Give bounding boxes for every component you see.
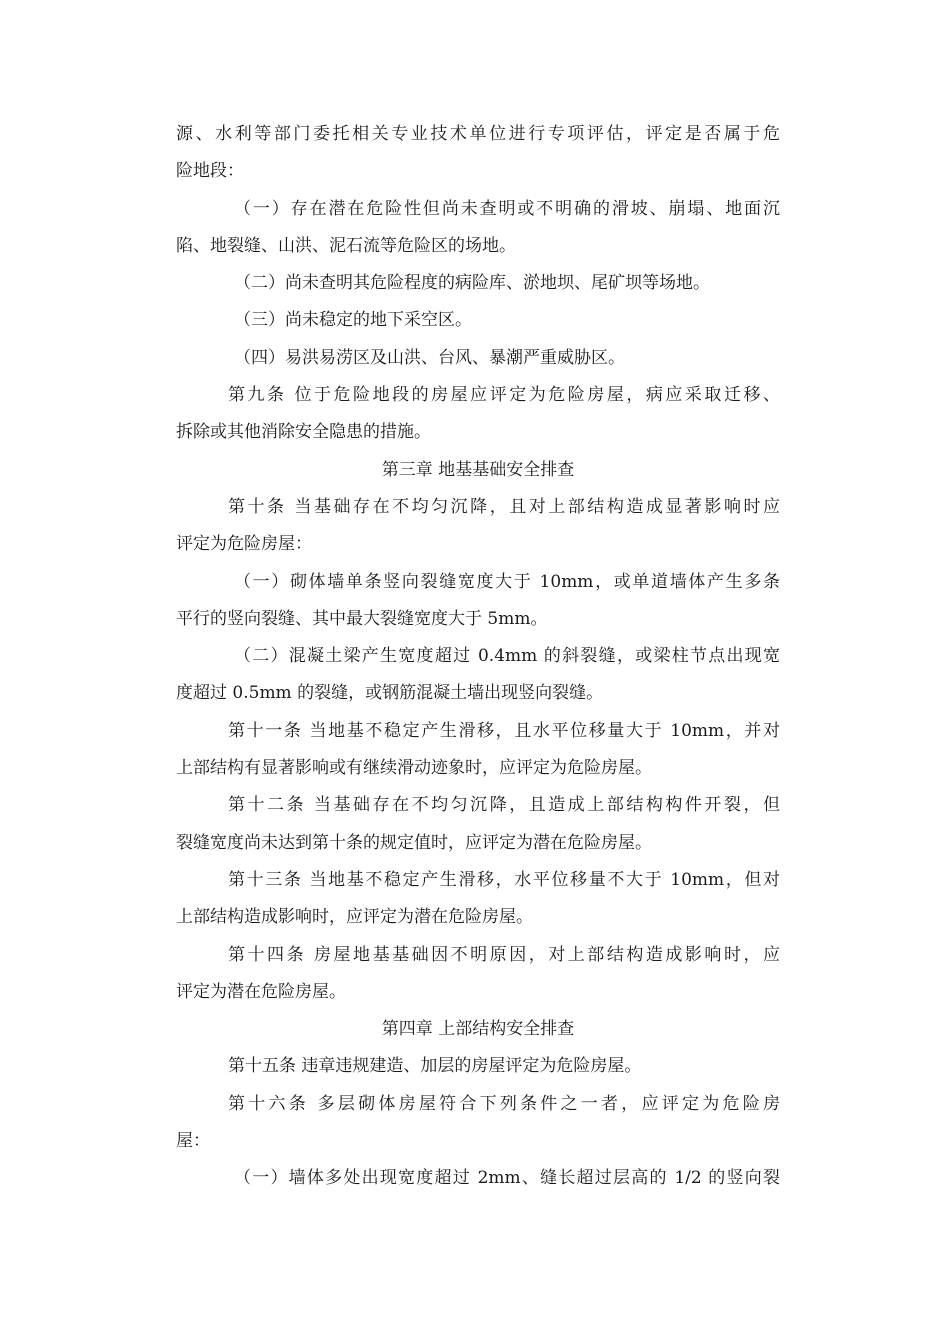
text-line: 第十二条 当基础存在不均匀沉降，且造成上部结构构件开裂，但 <box>228 795 780 816</box>
text-line: （二）混凝土梁产生宽度超过 0.4mm 的斜裂缝，或梁柱节点出现宽 <box>234 646 780 667</box>
text-line: 裂缝宽度尚未达到第十条的规定值时，应评定为潜在危险房屋。 <box>176 832 652 853</box>
text-line: 上部结构造成影响时，应评定为潜在危险房屋。 <box>176 907 533 928</box>
text-line: 评定为危险房屋： <box>176 534 312 555</box>
text-line: 第十三条 当地基不稳定产生滑移，水平位移量不大于 10mm，但对 <box>228 869 780 890</box>
chapter-heading: 第四章 上部结构安全排查 <box>381 1019 575 1040</box>
text-line: 陷、地裂缝、山洪、泥石流等危险区的场地。 <box>176 235 516 256</box>
text-line: 第十四条 房屋地基基础因不明原因，对上部结构造成影响时，应 <box>228 944 780 965</box>
text-line: （一）存在潜在危险性但尚未查明或不明确的滑坡、崩塌、地面沉 <box>234 198 780 219</box>
text-line: 源、水利等部门委托相关专业技术单位进行专项评估，评定是否属于危 <box>176 124 780 144</box>
chapter-heading: 第三章 地基基础安全排查 <box>381 459 575 480</box>
text-line: 第十一条 当地基不稳定产生滑移，且水平位移量大于 10mm，并对 <box>228 720 780 741</box>
text-line: 第十五条 违章违规建造、加层的房屋评定为危险房屋。 <box>228 1056 642 1077</box>
text-line: 上部结构有显著影响或有继续滑动迹象时，应评定为危险房屋。 <box>176 758 652 779</box>
text-line: （二）尚未查明其危险程度的病险库、淤地坝、尾矿坝等场地。 <box>234 273 710 294</box>
text-line: 拆除或其他消除安全隐患的措施。 <box>176 422 431 443</box>
text-line: 险地段： <box>176 161 244 182</box>
text-line: （三）尚未稳定的地下采空区。 <box>234 310 472 331</box>
text-line: 第十六条 多层砌体房屋符合下列条件之一者，应评定为危险房 <box>228 1093 780 1114</box>
text-line: 第十条 当基础存在不均匀沉降，且对上部结构造成显著影响时应 <box>228 496 780 517</box>
text-line: 屋： <box>176 1131 210 1152</box>
text-line: 平行的竖向裂缝、其中最大裂缝宽度大于 5mm。 <box>176 608 548 629</box>
text-line: 第九条 位于危险地段的房屋应评定为危险房屋，病应采取迁移、 <box>228 385 780 406</box>
text-line: 评定为潜在危险房屋。 <box>176 981 346 1002</box>
document-body <box>176 116 780 1198</box>
text-line: （一）砌体墙单条竖向裂缝宽度大于 10mm，或单道墙体产生多条 <box>234 571 780 592</box>
text-line: （四）易洪易涝区及山洪、台风、暴潮严重威胁区。 <box>234 347 625 368</box>
text-line: （一）墙体多处出现宽度超过 2mm、缝长超过层高的 1/2 的竖向裂 <box>234 1168 780 1189</box>
text-line: 度超过 0.5mm 的裂缝，或钢筋混凝土墙出现竖向裂缝。 <box>176 683 604 704</box>
